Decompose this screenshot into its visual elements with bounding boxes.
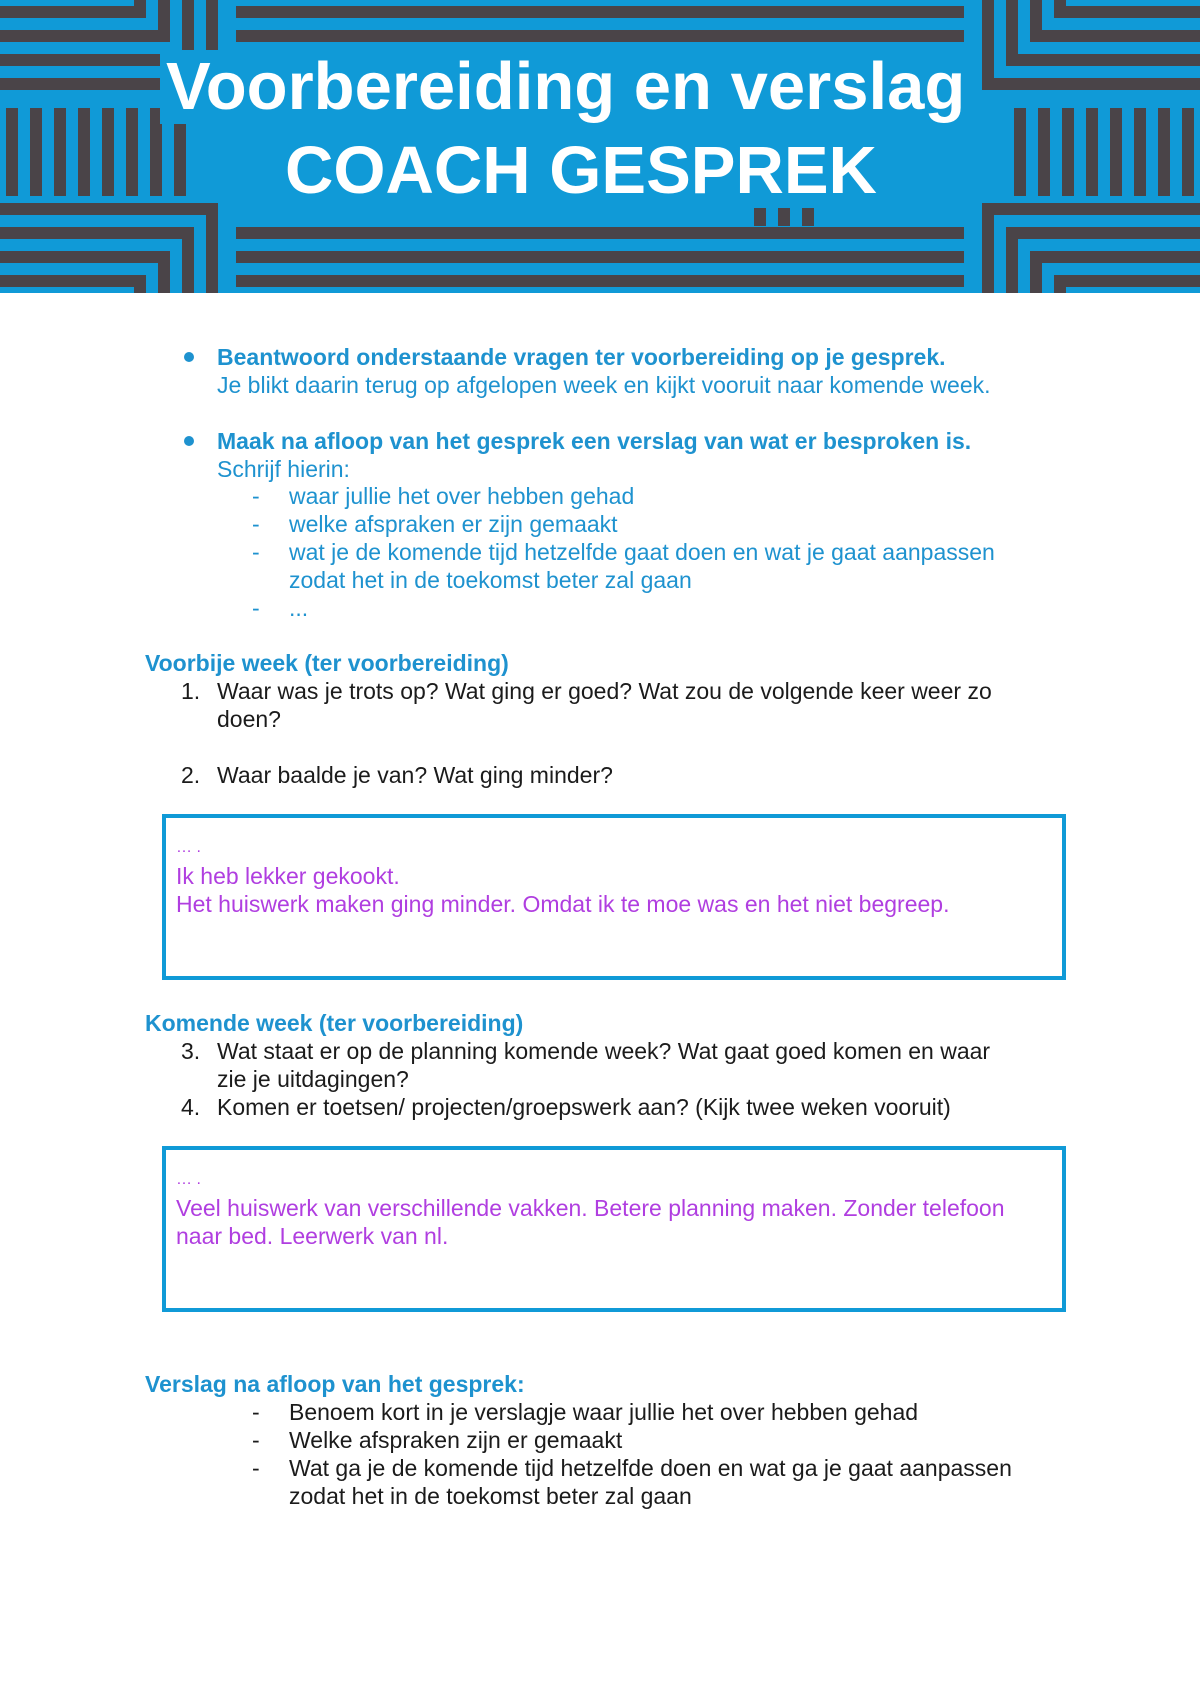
question-number: 3. bbox=[181, 1038, 201, 1064]
page-title-line1: Voorbereiding en verslag bbox=[160, 50, 971, 124]
dash-icon: - bbox=[252, 511, 260, 537]
question-text-cont: doen? bbox=[217, 706, 281, 732]
answer-text: Veel huiswerk van verschillende vakken. Betere planning maken. Zonder telefoon bbox=[176, 1195, 1005, 1221]
report-item: Benoem kort in je verslagje waar jullie het over hebben gehad bbox=[289, 1399, 919, 1425]
answer-box-next-week[interactable] bbox=[162, 1146, 1066, 1312]
bullet-icon bbox=[184, 436, 194, 446]
report-item: Wat ga je de komende tijd hetzelfde doen en wat ga je gaat aanpassen bbox=[289, 1455, 1012, 1481]
answer-box-past-week[interactable] bbox=[162, 814, 1066, 980]
question-text: Wat staat er op de planning komende week? Wat gaat goed komen en waar bbox=[217, 1038, 991, 1064]
answer-text: Ik heb lekker gekookt. bbox=[176, 863, 400, 889]
section-heading-past-week: Voorbije week (ter voorbereiding) bbox=[145, 650, 509, 676]
answer-text: Het huiswerk maken ging minder. Omdat ik te moe was en het niet begreep. bbox=[176, 891, 950, 917]
dash-icon: - bbox=[252, 1455, 260, 1481]
instruction-2-item: welke afspraken er zijn gemaakt bbox=[289, 511, 618, 537]
question-text: Komen er toetsen/ projecten/groepswerk aan? (Kijk twee weken vooruit) bbox=[217, 1094, 951, 1120]
answer-text: naar bed. Leerwerk van nl. bbox=[176, 1223, 449, 1249]
instruction-1-bold: Beantwoord onderstaande vragen ter voorbereiding op je gesprek. bbox=[217, 344, 946, 370]
report-item-cont: zodat het in de toekomst beter zal gaan bbox=[289, 1483, 692, 1509]
question-text: Waar baalde je van? Wat ging minder? bbox=[217, 762, 613, 788]
question-text: Waar was je trots op? Wat ging er goed? Wat zou de volgende keer weer zo bbox=[217, 678, 992, 704]
question-number: 2. bbox=[181, 762, 201, 788]
section-heading-next-week: Komende week (ter voorbereiding) bbox=[145, 1010, 524, 1036]
instruction-2-item: waar jullie het over hebben gehad bbox=[289, 483, 635, 509]
answer-placeholder: … . bbox=[176, 1171, 201, 1188]
answer-placeholder: … . bbox=[176, 839, 201, 856]
dash-icon: - bbox=[252, 539, 260, 565]
section-heading-report: Verslag na afloop van het gesprek: bbox=[145, 1371, 525, 1397]
instruction-2-text: Schrijf hierin: bbox=[217, 456, 350, 482]
question-number: 1. bbox=[181, 678, 201, 704]
question-number: 4. bbox=[181, 1094, 201, 1120]
dash-icon: - bbox=[252, 1427, 260, 1453]
report-item: Welke afspraken zijn er gemaakt bbox=[289, 1427, 623, 1453]
page-title-line2: COACH GESPREK bbox=[279, 134, 883, 208]
instruction-2-item: wat je de komende tijd hetzelfde gaat doen en wat je gaat aanpassen bbox=[289, 539, 995, 565]
instruction-2-item: ... bbox=[289, 595, 309, 621]
header-banner bbox=[0, 0, 1200, 293]
dash-icon: - bbox=[252, 483, 260, 509]
bullet-icon bbox=[184, 352, 194, 362]
dash-icon: - bbox=[252, 595, 260, 621]
question-text-cont: zie je uitdagingen? bbox=[217, 1066, 409, 1092]
dash-icon: - bbox=[252, 1399, 260, 1425]
instruction-2-bold: Maak na afloop van het gesprek een verslag van wat er besproken is. bbox=[217, 428, 972, 454]
instruction-2-item-cont: zodat het in de toekomst beter zal gaan bbox=[289, 567, 692, 593]
instruction-1-text: Je blikt daarin terug op afgelopen week en kijkt vooruit naar komende week. bbox=[217, 372, 991, 398]
